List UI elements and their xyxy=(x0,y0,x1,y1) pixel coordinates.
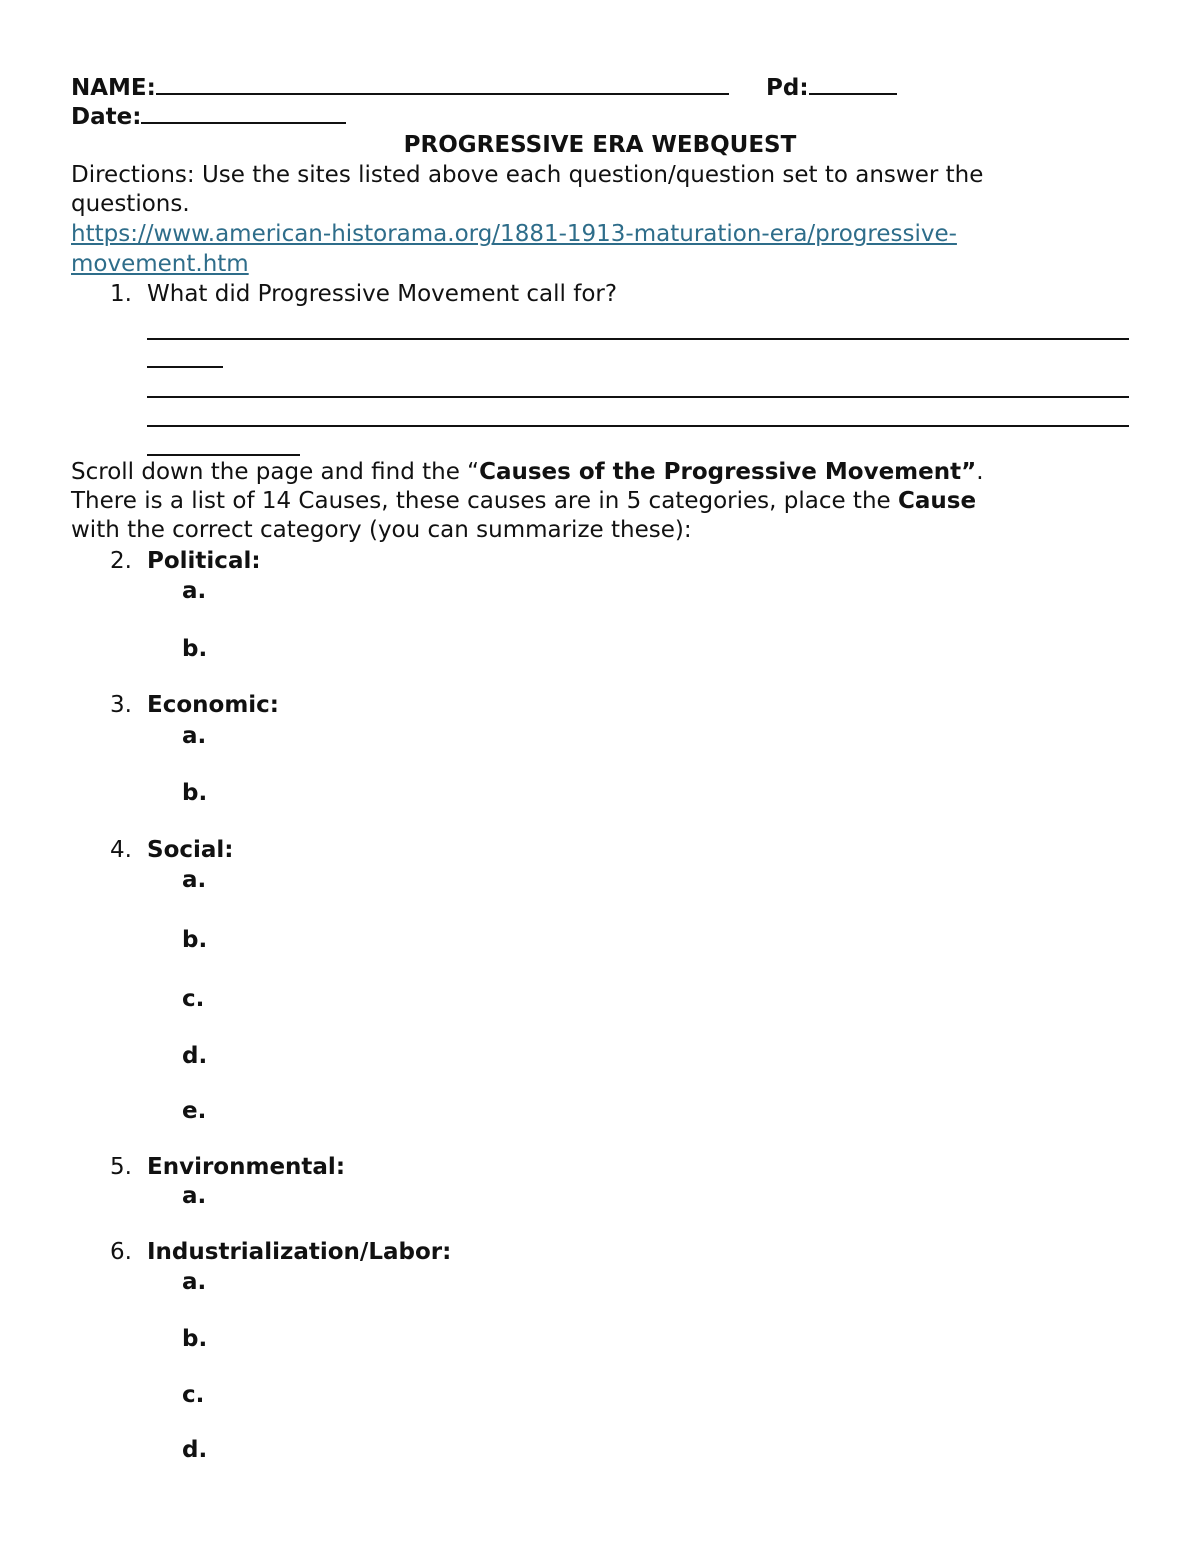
answer-item-label: b. xyxy=(182,636,208,662)
question-5-number: 5. xyxy=(110,1154,132,1180)
scroll-instructions-line-1 xyxy=(71,457,984,487)
category-industrialization-labor: Industrialization/Labor: xyxy=(147,1239,452,1265)
question-1-number: 1. xyxy=(110,281,132,307)
answer-item-label: a. xyxy=(182,723,207,749)
scroll-text: There is a list of 14 Causes, these causes are in 5 categories, place the xyxy=(71,488,898,514)
category-economic: Economic: xyxy=(147,692,280,718)
source-link-line-2[interactable] xyxy=(71,249,249,279)
scroll-instructions-line-3: with the correct category (you can summarize these): xyxy=(71,517,692,543)
cause-term: Cause xyxy=(898,488,977,514)
causes-heading-ref: Causes of the Progressive Movement” xyxy=(479,459,977,485)
answer-item-label: a. xyxy=(182,1269,207,1295)
category-political: Political: xyxy=(147,548,261,574)
question-2-number: 2. xyxy=(110,548,132,574)
answer-line[interactable] xyxy=(147,338,1129,340)
category-environmental: Environmental: xyxy=(147,1154,346,1180)
source-link[interactable]: https://www.american-historama.org/1881-1913-maturation-era/progressive- xyxy=(71,221,957,247)
source-link-continued[interactable]: movement.htm xyxy=(71,251,249,277)
answer-item-label: c. xyxy=(182,1382,205,1408)
answer-item-label: c. xyxy=(182,986,205,1012)
pd-blank xyxy=(809,71,897,95)
question-1-text: What did Progressive Movement call for? xyxy=(147,281,618,307)
answer-item-label: b. xyxy=(182,1326,208,1352)
answer-line[interactable] xyxy=(147,396,1129,398)
answer-item-label: b. xyxy=(182,780,208,806)
date-blank xyxy=(141,100,346,124)
category-social: Social: xyxy=(147,837,234,863)
date-label: Date: xyxy=(71,104,142,130)
scroll-text: Scroll down the page and find the “ xyxy=(71,459,480,485)
answer-item-label: b. xyxy=(182,927,208,953)
name-blank xyxy=(156,71,729,95)
question-4-number: 4. xyxy=(110,837,132,863)
answer-item-label: d. xyxy=(182,1437,208,1463)
question-6-number: 6. xyxy=(110,1239,132,1265)
directions-line-2: questions. xyxy=(71,191,190,217)
pd-label: Pd: xyxy=(766,75,809,101)
name-row xyxy=(71,71,729,101)
answer-item-label: e. xyxy=(182,1098,207,1124)
source-link-line-1[interactable] xyxy=(71,219,957,249)
period-row xyxy=(766,71,897,101)
question-3-number: 3. xyxy=(110,692,132,718)
scroll-text-end: . xyxy=(976,459,984,485)
answer-item-label: a. xyxy=(182,1183,207,1209)
answer-item-label: a. xyxy=(182,578,207,604)
answer-line[interactable] xyxy=(147,366,223,368)
date-row xyxy=(71,100,346,130)
scroll-instructions-line-2 xyxy=(71,486,976,516)
answer-line[interactable] xyxy=(147,425,1129,427)
directions-line-1: Directions: Use the sites listed above each question/question set to answer the xyxy=(71,162,984,188)
page-title: PROGRESSIVE ERA WEBQUEST xyxy=(403,132,797,158)
name-label: NAME: xyxy=(71,75,156,101)
answer-item-label: d. xyxy=(182,1043,208,1069)
answer-line[interactable] xyxy=(147,454,300,456)
answer-item-label: a. xyxy=(182,867,207,893)
